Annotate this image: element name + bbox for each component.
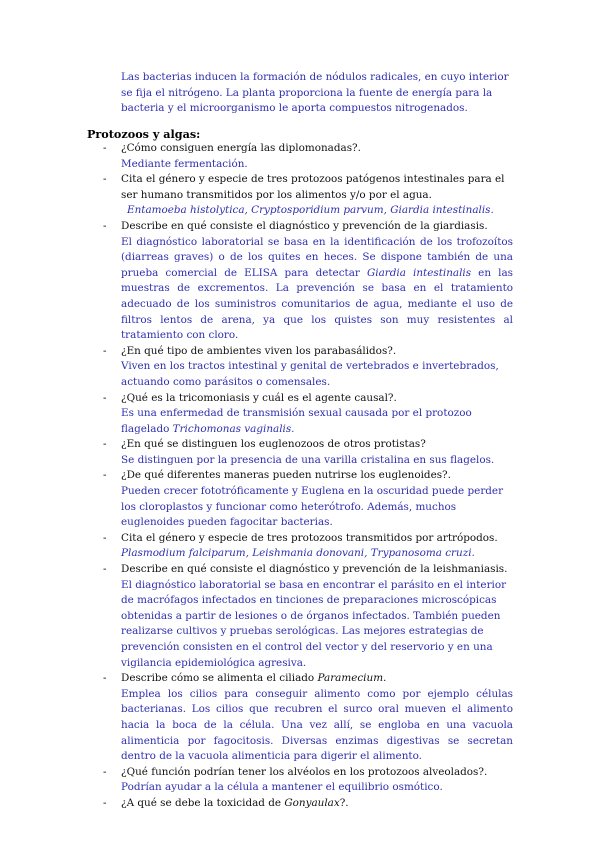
list-item (0, 141, 513, 172)
question-list (0, 141, 599, 812)
answer-text (121, 546, 513, 562)
list-dash: - (103, 391, 107, 404)
list-item (0, 531, 513, 562)
question-segment: ¿A qué se debe la toxicidad de (121, 796, 285, 809)
question-text: ¿Qué es la tricomoniasis y cuál es el agente causal?. (121, 391, 397, 404)
answer-italic: Plasmodium falciparum, Leishmania donovani, Trypanosoma cruzi. (121, 547, 475, 560)
question-segment: Describe cómo se alimenta el ciliado (121, 672, 318, 685)
question-segment: ?. (339, 796, 349, 809)
list-dash: - (103, 173, 107, 186)
list-item (0, 172, 513, 219)
answer-text: Se distinguen por la presencia de una varilla cristalina en sus flagelos. (121, 453, 495, 466)
question-text: ¿En qué se distinguen los euglenozoos de otros protistas? (121, 438, 426, 451)
answer-text (121, 203, 513, 219)
section-title: Protozoos y algas: (87, 127, 201, 141)
question-text: Describe en qué consiste el diagnóstico y prevención de la giardiasis. (121, 219, 488, 232)
list-dash: - (103, 765, 107, 778)
question-text: Cita el género y especie de tres protozoos patógenos intestinales para el ser humano transmitidos por los alimentos y/o por el agua. (121, 173, 505, 201)
answer-text: Mediante fermentación. (121, 157, 248, 170)
answer-italic: Entamoeba histolytica, Cryptosporidium parvum, Giardia intestinalis. (127, 204, 494, 217)
answer-text: El diagnóstico laboratorial se basa en encontrar el parásito en el interior de macrófagos infectados en tinciones de preparaciones microscópicas obtenidas a partir de lesiones o de órganos infectados. También pueden realizarse cultivos y pruebas serológicas. Las mejores estrategias de prevención consisten en el control del vector y del reservorio y en una vigilancia epidemiológica agresiva. (121, 578, 507, 669)
list-item (0, 468, 513, 530)
question-italic: Gonyaulax (284, 796, 340, 809)
list-item (0, 219, 513, 344)
answer-text: Podrían ayudar a la célula a mantener el equilibrio osmótico. (121, 781, 443, 794)
list-item (0, 562, 513, 671)
answer-text (121, 235, 513, 344)
question-text (121, 671, 513, 687)
intro-paragraph: Las bacterias inducen la formación de nódulos radicales, en cuyo interior se fija el nitrógeno. La planta proporciona la fuente de energía para la bacteria y el microorganismo le aporta compuestos nitrogenados. (121, 71, 509, 115)
answer-segment: Es una enfermedad de transmisión sexual causada por el protozoo flagelado (121, 407, 472, 435)
answer-text (121, 406, 513, 437)
list-dash: - (103, 344, 107, 357)
answer-italic: Trichomonas vaginalis. (172, 422, 295, 435)
list-item (0, 671, 513, 765)
answer-text: Emplea los cilios para conseguir alimento como por ejemplo células bacterianas. Los cilios que recubren el surco oral mueven el alimento hacia la boca de la célula. Una vez allí, se engloba en una vacuola alimenticia por fagocitosis. Diversas enzimas digestivas se secretan dentro de la vacuola alimenticia para digerir el alimento. (121, 687, 513, 763)
question-text (121, 796, 513, 812)
list-item (0, 437, 513, 468)
answer-italic: Giardia intestinalis (366, 266, 472, 279)
question-text: Cita el género y especie de tres protozoos transmitidos por artrópodos. (121, 531, 498, 544)
question-text: ¿En qué tipo de ambientes viven los parabasálidos?. (121, 344, 397, 357)
question-text: Describe en qué consiste el diagnóstico y prevención de la leishmaniasis. (121, 563, 508, 576)
answer-segment: en las muestras de excrementos. La prevención se basa en el tratamiento adecuado de los suministros comunitarios de agua, mediante el uso de filtros lentos de arena, ya que los quistes son muy resistentes al tratamiento con cloro. (121, 266, 513, 342)
list-dash: - (103, 219, 107, 232)
list-dash: - (103, 531, 107, 544)
question-text: ¿Qué función podrían tener los alvéolos en los protozoos alveolados?. (121, 765, 488, 778)
list-dash: - (103, 796, 107, 809)
list-item (0, 391, 513, 438)
answer-text: Pueden crecer fototróficamente y Euglena en la oscuridad puede perder los cloroplastos y funcionar como heterótrofo. Además, muchos euglenoides pueden fagocitar bacterias. (121, 485, 504, 529)
list-dash: - (103, 142, 107, 154)
list-item (0, 765, 513, 796)
question-italic: Paramecium. (317, 672, 387, 685)
list-item (0, 344, 513, 391)
list-dash: - (103, 672, 107, 685)
list-dash: - (103, 469, 107, 482)
answer-text: Viven en los tractos intestinal y genital de vertebrados e invertebrados, actuando como parásitos o comensales. (121, 360, 499, 388)
list-item (0, 796, 513, 812)
question-text: ¿De qué diferentes maneras pueden nutrirse los euglenoides?. (121, 469, 451, 482)
list-dash: - (103, 438, 107, 451)
question-text: ¿Cómo consiguen energía las diplomonadas?. (121, 142, 361, 154)
answer-segment: El diagnóstico laboratorial se basa en la identificación de los trofozoítos (diarreas graves) o de los quites en heces. Se dispone también de una prueba comercial de ELISA para detectar (121, 235, 513, 279)
list-dash: - (103, 563, 107, 576)
